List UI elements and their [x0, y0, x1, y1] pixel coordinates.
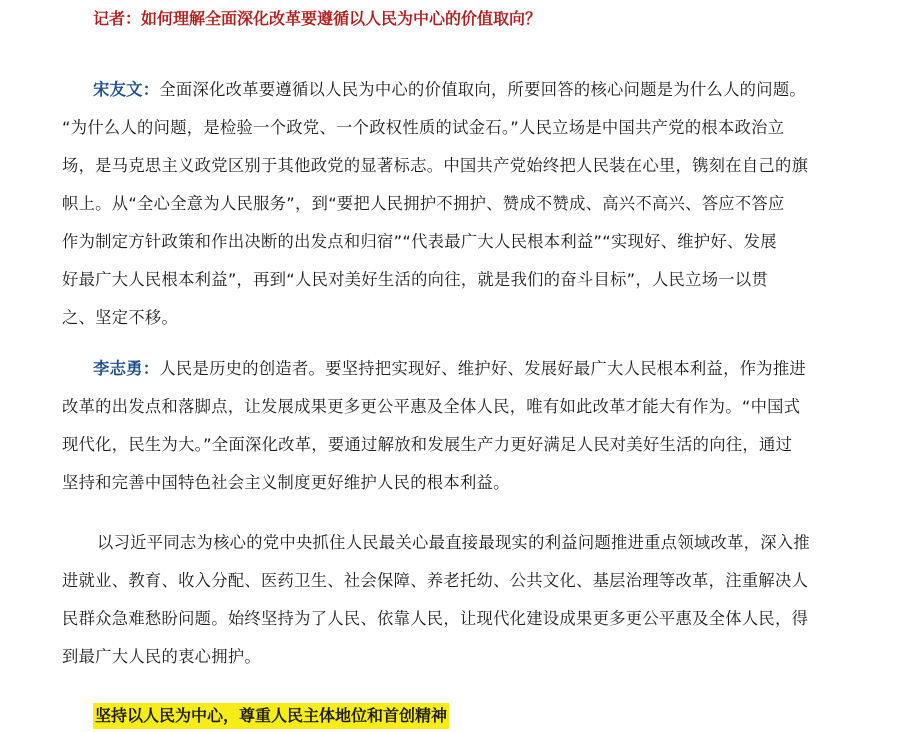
answer-li-zhiyong	[62, 350, 872, 502]
answer-line: 帜上。从“全心全意为人民服务”，到“要把人民拥护不拥护、赞成不赞成、高兴不高兴、答应不答应	[62, 194, 785, 213]
speaker-name: 李志勇：	[93, 359, 160, 378]
answer-line: 作为制定方针政策和作出决断的出发点和归宿”“代表最广大人民根本利益”“实现好、维护好、发展	[62, 232, 777, 251]
section-heading: 坚持以人民为中心，尊重人民主体地位和首创精神	[93, 703, 449, 729]
answer-line: 场，是马克思主义政党区别于其他政党的显著标志。中国共产党始终把人民装在心里，镌刻在自己的旗	[62, 156, 809, 175]
paragraph-line: 民群众急难愁盼问题。始终坚持为了人民、依靠人民，让现代化建设成果更多更公平惠及全体人民，得	[62, 609, 809, 628]
paragraph-line: 进就业、教育、收入分配、医药卫生、社会保障、养老托幼、公共文化、基层治理等改革，注重解决人	[62, 571, 809, 590]
answer-line: 李志勇：人民是历史的创造者。要坚持把实现好、维护好、发展好最广大人民根本利益，作为推进	[93, 359, 807, 378]
answer-line: 之、坚定不移。	[62, 308, 179, 327]
answer-song-youwen	[62, 71, 872, 337]
body-paragraph	[62, 524, 872, 676]
answer-line: 改革的出发点和落脚点，让发展成果更多更公平惠及全体人民，唯有如此改革才能大有作为。“中国式	[62, 397, 801, 416]
answer-line: “为什么人的问题，是检验一个政党、一个政权性质的试金石。”人民立场是中国共产党的根本政治立	[62, 118, 785, 137]
answer-line: 好最广大人民根本利益”，再到“人民对美好生活的向往，就是我们的奋斗目标”，人民立场一以贯	[62, 270, 769, 289]
answer-line: 坚持和完善中国特色社会主义制度更好维护人民的根本利益。	[62, 473, 510, 492]
reporter-question: 记者：如何理解全面深化改革要遵循以人民为中心的价值取向？	[93, 9, 542, 28]
answer-line: 现代化，民生为大。”全面深化改革，要通过解放和发展生产力更好满足人民对美好生活的向往，通过	[62, 435, 793, 454]
paragraph-line: 以习近平同志为核心的党中央抓住人民最关心最直接最现实的利益问题推进重点领域改革，深入推	[97, 533, 810, 552]
speaker-name: 宋友文：	[93, 80, 160, 99]
answer-line: 宋友文：全面深化改革要遵循以人民为中心的价值取向，所要回答的核心问题是为什么人的问题。	[93, 80, 807, 99]
paragraph-line: 到最广大人民的衷心拥护。	[62, 647, 261, 666]
